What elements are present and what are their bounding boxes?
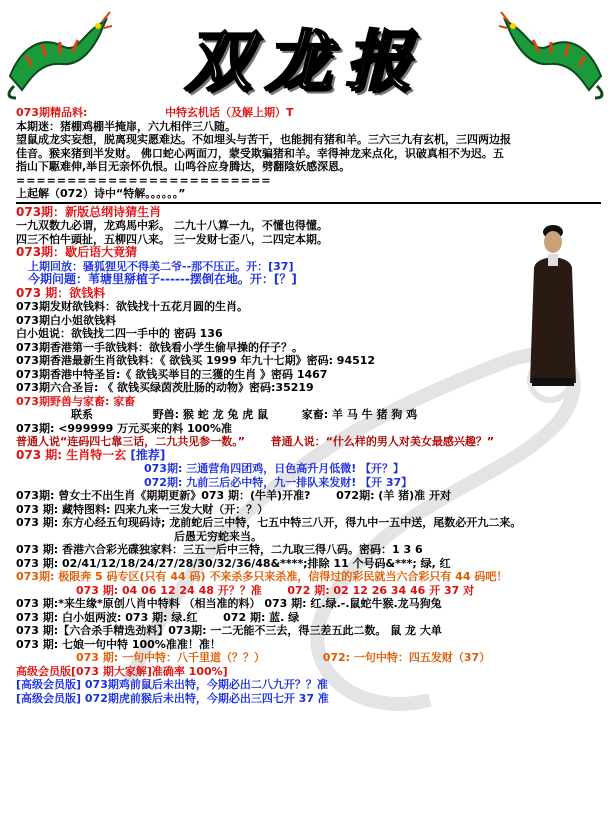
text-line: 望鼠成龙实妄想，脱离现实愿难达。不如埋头与苦干，也能拥有猪和羊。三六三九有玄机，三四两边报 [16,133,511,146]
section-title: 歇后语大竟猜 [65,245,138,259]
text-line [16,408,596,422]
label-lianxi: 联系 [71,408,93,421]
text-line: 073 期: 东方心经五句现码诗; 龙前蛇后三中特，七五中特三八开，得九中一五中送，尾数必开九二来。 [16,516,522,529]
section-header [16,206,596,220]
text-line: 072期: 九前三后必中特，九一排队来发财! 【开 37】 [144,475,413,489]
riddle-right: 普通人说：“什么样的男人对美女最感兴趣？” [270,435,495,448]
text-line: 073期: 三通营角四团鸡，日色高升月低微! 【开？】 [144,462,405,475]
dragon-left-icon [2,6,112,102]
dragon-right-icon [499,6,609,102]
text-line [16,435,596,449]
section-title: 中特玄机话（及解上期）T [165,106,294,119]
section-header [16,106,596,120]
text-span: 073期: 曾女士不出生肖《期期更新》073 期：(牛羊)开准? [16,489,311,502]
text-line [16,489,596,503]
text-span: 073 期: 04 06 12 24 48 开？？准 [76,583,262,597]
domestic-animals: 家畜: 羊 马 牛 猪 狗 鸡 [301,408,418,421]
separator-text: ========================= [16,173,272,187]
masthead-title: 双龙报 [185,22,425,100]
recommend-badge: [推荐] [130,447,166,462]
text-line [16,584,596,598]
issue-label: 073期野兽与家畜: [16,394,110,408]
text-line: 073期香港第一手欲钱料：欲钱看小学生偷早操的仔子？。 [16,340,303,354]
text-line: 073期六合圣旨: 《 欲钱买绿茵茨肚肠的动物》密码:35219 [16,381,314,394]
text-line: 073期发财欲钱料：欲钱找十五花月圆的生肖。 [16,300,248,313]
issue-label: 073期： [16,204,66,219]
header [0,0,611,108]
text-line [16,611,596,625]
text-line: 指山下駆难伸,举目无亲怀仇恨。山鸣谷应身腾达，劈翻陰妖感深恩。 [16,160,351,173]
section-title: 073 期: 生肖特一玄 [16,447,127,462]
text-line [16,597,596,611]
text-line: 上期回放：骚狐狸见不得美二爷--那不压正。开：[37] [28,259,294,273]
text-line: 四三不怕牛頭扯，五柳四八来。 三一发财七歪八，二四定本期。 [16,232,328,246]
text-line: 上起解（072）诗中“特解。。。。。。” [16,187,186,200]
section-header [16,449,596,463]
issue-label: 073期精品料: [16,106,88,119]
issue-label: 073 期： [16,285,70,300]
divider [16,202,601,204]
text-span: 072 期: 蓝. 绿 [223,610,300,624]
text-span: 073 期: 一句中特：八千里道（？？） [76,651,266,664]
text-line: 073期白小姐欲钱料 [16,313,116,327]
text-span: 073 期: 红.绿.-.鼠蛇牛猴.龙马狗兔 [264,597,442,610]
text-line: 073 期: 02/41/12/18/24/27/28/30/32/36/48&****;排除 11 个号码&***; 绿, 红 [16,556,451,570]
text-span: 073 期:*来生缘*原创八肖中特料 （相当准的料） [16,597,261,610]
text-span: 072: 一句中特：四五发财（37） [322,651,491,664]
text-line: 高级会员版[073 期大家解]准确率 100%] [16,664,228,678]
text-line: 073期香港最新生肖欲钱料：《 欲钱买 1999 年九十七期》密码: 94512 [16,354,376,367]
text-line: 后愚无穷蛇来当。 [174,529,262,543]
text-line: 佳音。猴来猪到半发财。 佛口蛇心两面刀，蒙受欺骗猪和羊。幸得神龙来点化，识破真相不为迟。五 [16,146,504,160]
text-line: [高级会员版] 072期虎前猴后未出特，今期必出三四七开 37 准 [16,691,329,705]
text-line: 073期香港中特圣旨:《 欲钱买举目的三獲的生肖 》密码 1467 [16,367,328,381]
text-line: 073 期:【六合杀手精选劲料】073期: 一二无能不三去，得三差五此二数。 鼠 龙 大单 [16,624,442,637]
text-span: 073 期: 绿.红 [125,610,198,624]
section-header [16,246,596,260]
wild-animals: 野兽: 猴 蛇 龙 兔 虎 鼠 [152,408,269,421]
section-title: 家畜 [113,394,136,408]
text-span: 073 期: 白小姐两波: [16,610,122,624]
text-span: 072期: (羊 猪)准 开对 [336,489,452,502]
text-line: [高级会员版] 073期鸡前鼠后未出特，今期必出二八九开？？准 [16,678,328,691]
issue-label: 073期： [16,245,66,259]
text-line [16,651,596,665]
section-header [16,287,596,301]
text-span: 072 期: 02 12 26 34 46 开 37 对 [287,583,475,597]
text-line: 073 期: 七娘一句中特 100%准准！准！ [16,637,221,651]
text-line: 073 期: 香港六合彩光碟独家料：三五一后中三特，二九取三得八码。密码：1 3 6 [16,543,423,556]
text-line: 073期: <999999 万元买来的料 100%准 [16,421,232,435]
section-title: 欲钱料 [69,285,106,300]
text-line: 白小姐说：欲钱找二四一手中的 密码 136 [16,327,223,340]
text-line: 今期问题：苇塘里掰植子------摆倒在地。开：[？] [28,272,297,286]
content-body [16,106,596,705]
text-line: 本期迷：猪棚鸡棚半掩扉，六九相伴三八随。 [16,119,236,133]
text-line: 一九双数九必谓，龙鸡馬中彩。 二九十八算一九，不懂也得懂。 [16,219,328,232]
text-line: 073 期: 藏特图料: 四来九来一三发大财（开：？） [16,502,269,516]
section-header [16,395,596,409]
section-title: 新版总纲诗猜生肖 [65,204,162,219]
riddle-left: 普通人说“连码四七靠三话，二九共见参一数。” [16,435,245,448]
text-line: 073期: 极限奔 5 码专区(只有 44 码) 不来杀多只来杀准，信得过的彩民就当六合彩只有 44 码吧！ [16,570,508,583]
